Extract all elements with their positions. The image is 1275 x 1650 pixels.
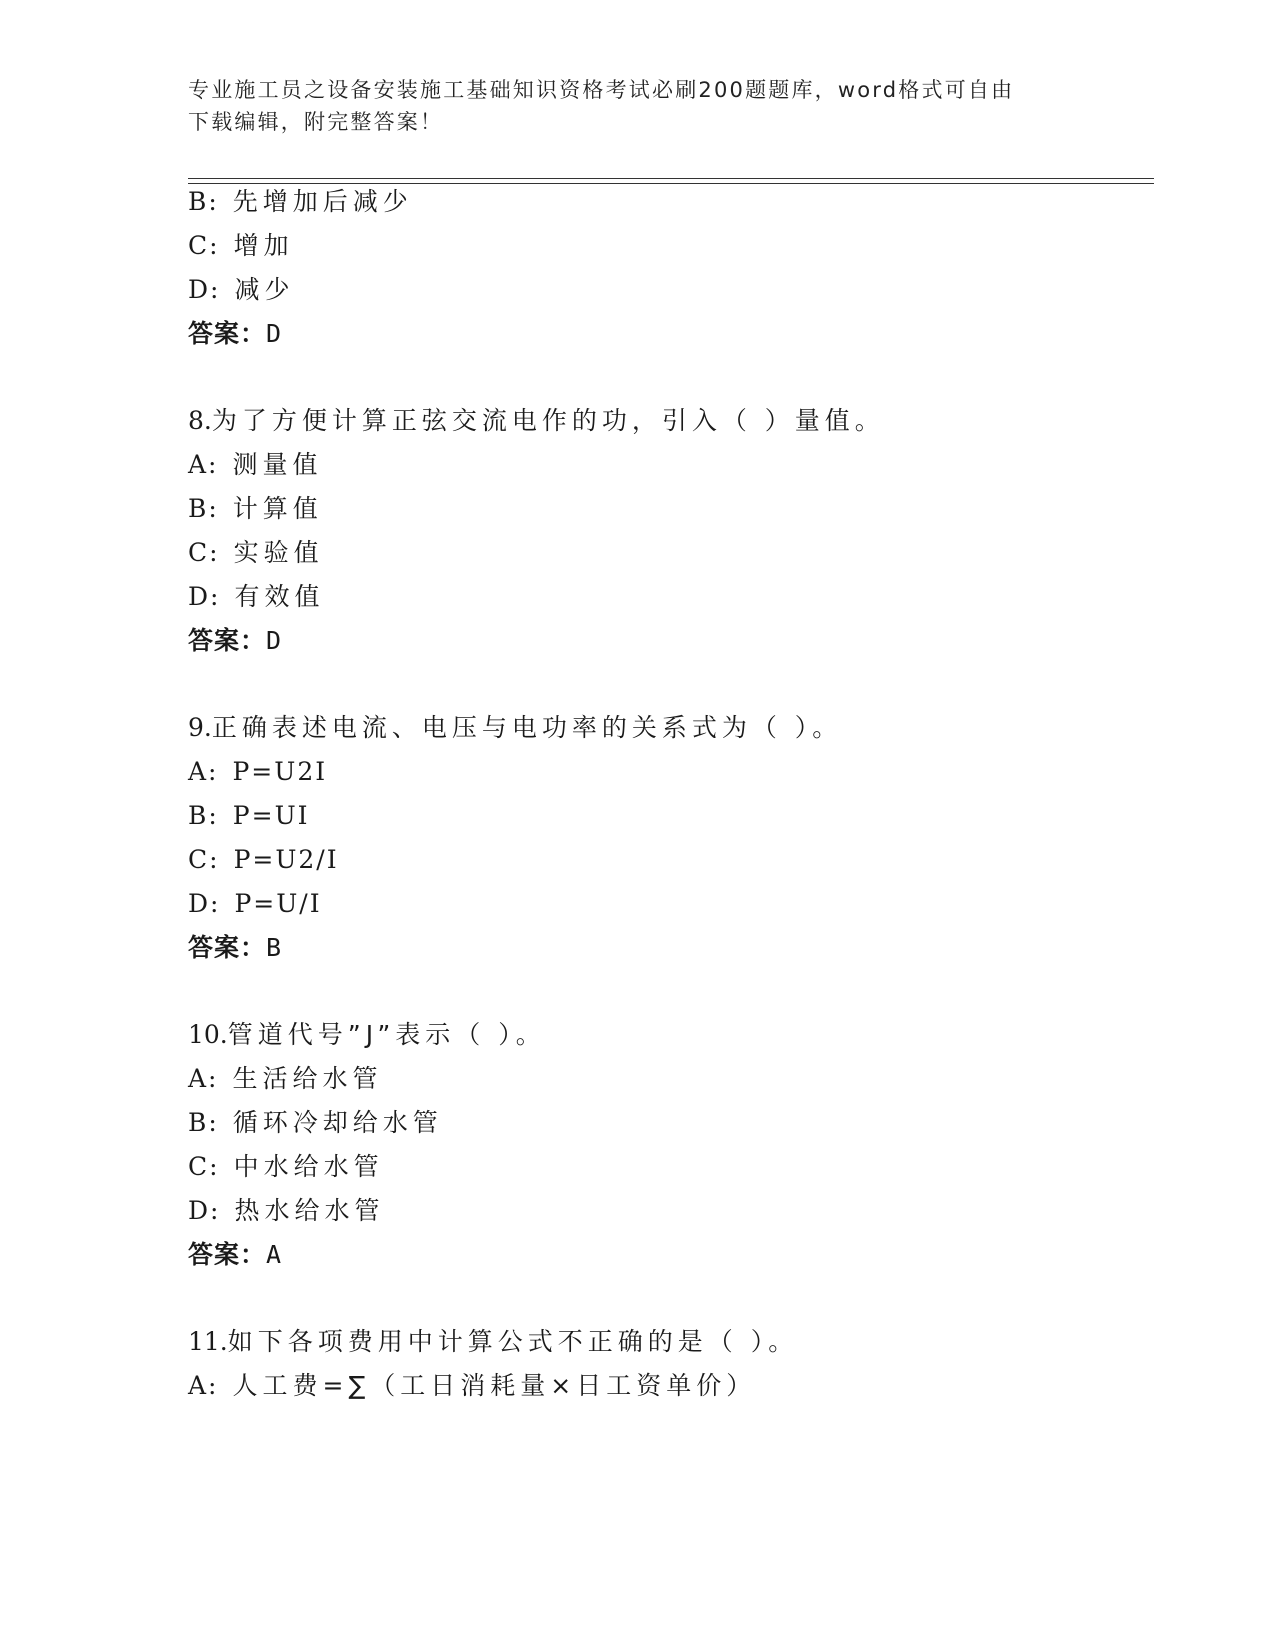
q9-option-d: D: P=U/I: [188, 889, 322, 918]
q10-option-c: C: 中水给水管: [188, 1152, 384, 1181]
q7-option-d: D: 减少: [188, 275, 295, 304]
q8-option-a: A: 测量值: [188, 450, 323, 479]
q8-option-b: B: 计算值: [188, 494, 323, 523]
q9-option-b: B: P=UI: [188, 801, 310, 830]
q9-answer: 答案：B: [188, 933, 283, 962]
q8-option-d: D: 有效值: [188, 582, 325, 611]
q10-answer: 答案：A: [188, 1240, 283, 1269]
q9-stem: 9.正确表述电流、电压与电功率的关系式为（ ）。: [188, 713, 843, 742]
header-rule-bottom: [188, 183, 1154, 184]
q8-option-c: C: 实验值: [188, 538, 324, 567]
q7-answer: 答案：D: [188, 319, 283, 348]
q8-answer: 答案：D: [188, 626, 283, 655]
q10-option-d: D: 热水给水管: [188, 1196, 385, 1225]
header-rule-top: [188, 178, 1154, 179]
header-line-1: 专业施工员之设备安装施工基础知识资格考试必刷200题题库，word格式可自由: [188, 78, 1015, 102]
document-header: [188, 74, 1088, 138]
q9-option-c: C: P=U2/I: [188, 845, 339, 874]
q9-option-a: A: P=U2I: [188, 757, 328, 786]
q10-stem: 10.管道代号”J”表示（ ）。: [188, 1020, 546, 1049]
q11-option-a: A: 人工费=∑（工日消耗量×日工资单价）: [188, 1371, 757, 1400]
q11-stem: 11.如下各项费用中计算公式不正确的是（ ）。: [188, 1327, 799, 1356]
q10-option-a: A: 生活给水管: [188, 1064, 383, 1093]
q7-option-b: B: 先增加后减少: [188, 187, 413, 216]
q10-option-b: B: 循环冷却给水管: [188, 1108, 443, 1137]
q7-option-c: C: 增加: [188, 231, 294, 260]
q8-stem: 8.为了方便计算正弦交流电作的功，引入（ ）量值。: [188, 406, 885, 435]
header-line-2: 下载编辑，附完整答案！: [188, 110, 444, 134]
